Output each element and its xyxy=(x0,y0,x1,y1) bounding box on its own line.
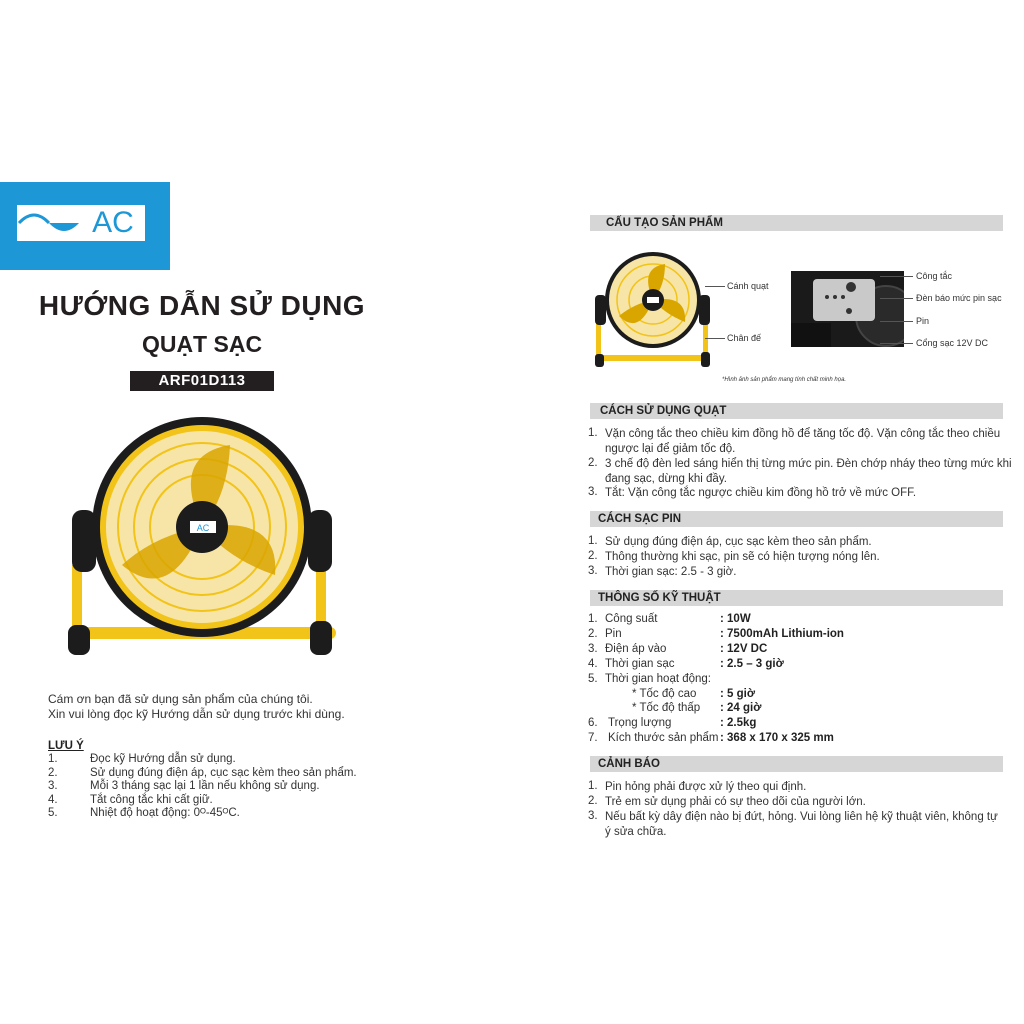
callout-line xyxy=(705,338,725,339)
label-charging-port: Cổng sạc 12V DC xyxy=(916,338,989,348)
svg-text:AC: AC xyxy=(196,523,210,533)
label-base: Chân đế xyxy=(727,333,762,343)
list-number: 2. xyxy=(588,795,598,807)
list-number: 3. xyxy=(588,565,598,577)
list-number: 4. xyxy=(588,658,598,670)
note-item: 2. Sử dụng đúng điện áp, cục sạc kèm theo sản phẩm. xyxy=(48,767,357,779)
spec-value: : 24 giờ xyxy=(720,702,762,714)
structure-heading: CẤU TẠO SẢN PHẨM xyxy=(606,217,723,229)
list-number: 3. xyxy=(588,486,598,498)
spec-label: Pin xyxy=(605,628,622,640)
illustration-footnote: *Hình ảnh sản phẩm mang tính chất minh họa. xyxy=(722,377,847,383)
spec-value: : 2.5 – 3 giờ xyxy=(720,658,784,670)
product-name: QUẠT SẠC xyxy=(141,331,263,357)
list-number: 2. xyxy=(588,550,598,562)
note-item: 3. Mỗi 3 tháng sạc lại 1 lần nếu không sử dụng. xyxy=(48,780,320,792)
list-number: 5. xyxy=(588,673,598,685)
warning-item: Pin hỏng phải được xử lý theo qui định. xyxy=(605,781,807,793)
spec-value: : 7500mAh Lithium-ion xyxy=(720,628,844,640)
brand-logo-text: AC xyxy=(92,206,134,239)
usage-item: Tắt: Vặn công tắc ngược chiều kim đồng hồ trở về mức OFF. xyxy=(605,487,917,499)
list-number: 6. xyxy=(588,717,598,729)
control-panel-image xyxy=(791,271,904,347)
warning-heading: CẢNH BÁO xyxy=(598,758,660,770)
usage-item: 3 chế độ đèn led sáng hiển thị từng mức pin. Đèn chớp nháy theo từng mức khi đang sạc, dừng khi đầy. xyxy=(605,458,1012,485)
list-number: 2. xyxy=(588,628,598,640)
fan-diagram-image xyxy=(593,250,718,370)
spec-label: Công suất xyxy=(605,613,658,625)
usage-heading: CÁCH SỬ DỤNG QUẠT xyxy=(600,405,727,417)
thanks-line: Cám ơn bạn đã sử dụng sản phẩm của chúng tôi. xyxy=(48,692,313,706)
model-badge: ARF01D113 xyxy=(130,371,274,391)
spec-label: Thời gian sạc xyxy=(605,658,675,670)
list-number: 1. xyxy=(588,535,598,547)
callout-line xyxy=(880,343,913,344)
spec-label: Kích thước sản phẩm xyxy=(608,732,719,744)
thanks-message xyxy=(48,692,345,722)
warning-item: Nếu bất kỳ dây điện nào bị đứt, hỏng. Vui lòng liên hệ kỹ thuật viên, không tự ý sửa chữa. xyxy=(605,811,998,838)
charging-item: Sử dụng đúng điện áp, cục sạc kèm theo sản phẩm. xyxy=(605,536,872,548)
spec-label: Thời gian hoạt động: xyxy=(605,673,712,685)
label-blade: Cánh quạt xyxy=(727,281,769,291)
spec-value: : 2.5kg xyxy=(720,717,757,729)
charging-item: Thông thường khi sạc, pin sẽ có hiện tượng nóng lên. xyxy=(605,551,880,563)
callout-line xyxy=(705,286,725,287)
callout-line xyxy=(880,298,913,299)
specs-heading: THÔNG SỐ KỸ THUẬT xyxy=(598,592,721,604)
spec-value: : 5 giờ xyxy=(720,688,756,700)
charging-heading: CÁCH SẠC PIN xyxy=(598,513,682,525)
warning-item: Trẻ em sử dụng phải có sự theo dõi của người lớn. xyxy=(605,796,866,808)
label-battery: Pin xyxy=(916,316,930,326)
thanks-line: Xin vui lòng đọc kỹ Hướng dẫn sử dụng trước khi dùng. xyxy=(48,707,345,721)
spec-label: * Tốc độ thấp xyxy=(632,702,701,714)
wave-logo-icon xyxy=(17,205,81,241)
list-number: 3. xyxy=(588,643,598,655)
list-number: 1. xyxy=(588,780,598,792)
spec-label: * Tốc độ cao xyxy=(632,688,697,700)
spec-label: Trọng lượng xyxy=(608,717,672,729)
spec-value: : 12V DC xyxy=(720,643,768,655)
note-item: 1. Đọc kỹ Hướng dẫn sử dụng. xyxy=(48,753,236,765)
callout-line xyxy=(880,276,913,277)
notes-heading: LƯU Ý xyxy=(48,740,84,752)
callout-line xyxy=(880,321,913,322)
list-number: 3. xyxy=(588,810,598,822)
fan-product-image xyxy=(60,415,350,670)
spec-value: : 10W xyxy=(720,613,751,625)
label-battery-indicator: Đèn báo mức pin sạc xyxy=(916,293,1002,303)
list-number: 1. xyxy=(588,427,598,439)
spec-value: : 368 x 170 x 325 mm xyxy=(720,732,834,744)
charging-item: Thời gian sạc: 2.5 - 3 giờ. xyxy=(605,566,737,578)
list-number: 2. xyxy=(588,457,598,469)
note-item: 5. Nhiệt độ hoạt động: 0ᴼ-45ᴼC. xyxy=(48,807,240,819)
spec-label: Điện áp vào xyxy=(605,643,667,655)
usage-item: Vặn công tắc theo chiều kim đồng hồ để tăng tốc độ. Vặn công tắc theo chiều ngược lại để giảm tốc độ. xyxy=(605,428,1001,455)
list-number: 1. xyxy=(588,613,598,625)
note-item: 4. Tắt công tắc khi cất giữ. xyxy=(48,794,213,806)
list-number: 7. xyxy=(588,732,598,744)
manual-title: HƯỚNG DẪN SỬ DỤNG xyxy=(38,290,366,321)
label-switch: Công tắc xyxy=(916,271,953,281)
